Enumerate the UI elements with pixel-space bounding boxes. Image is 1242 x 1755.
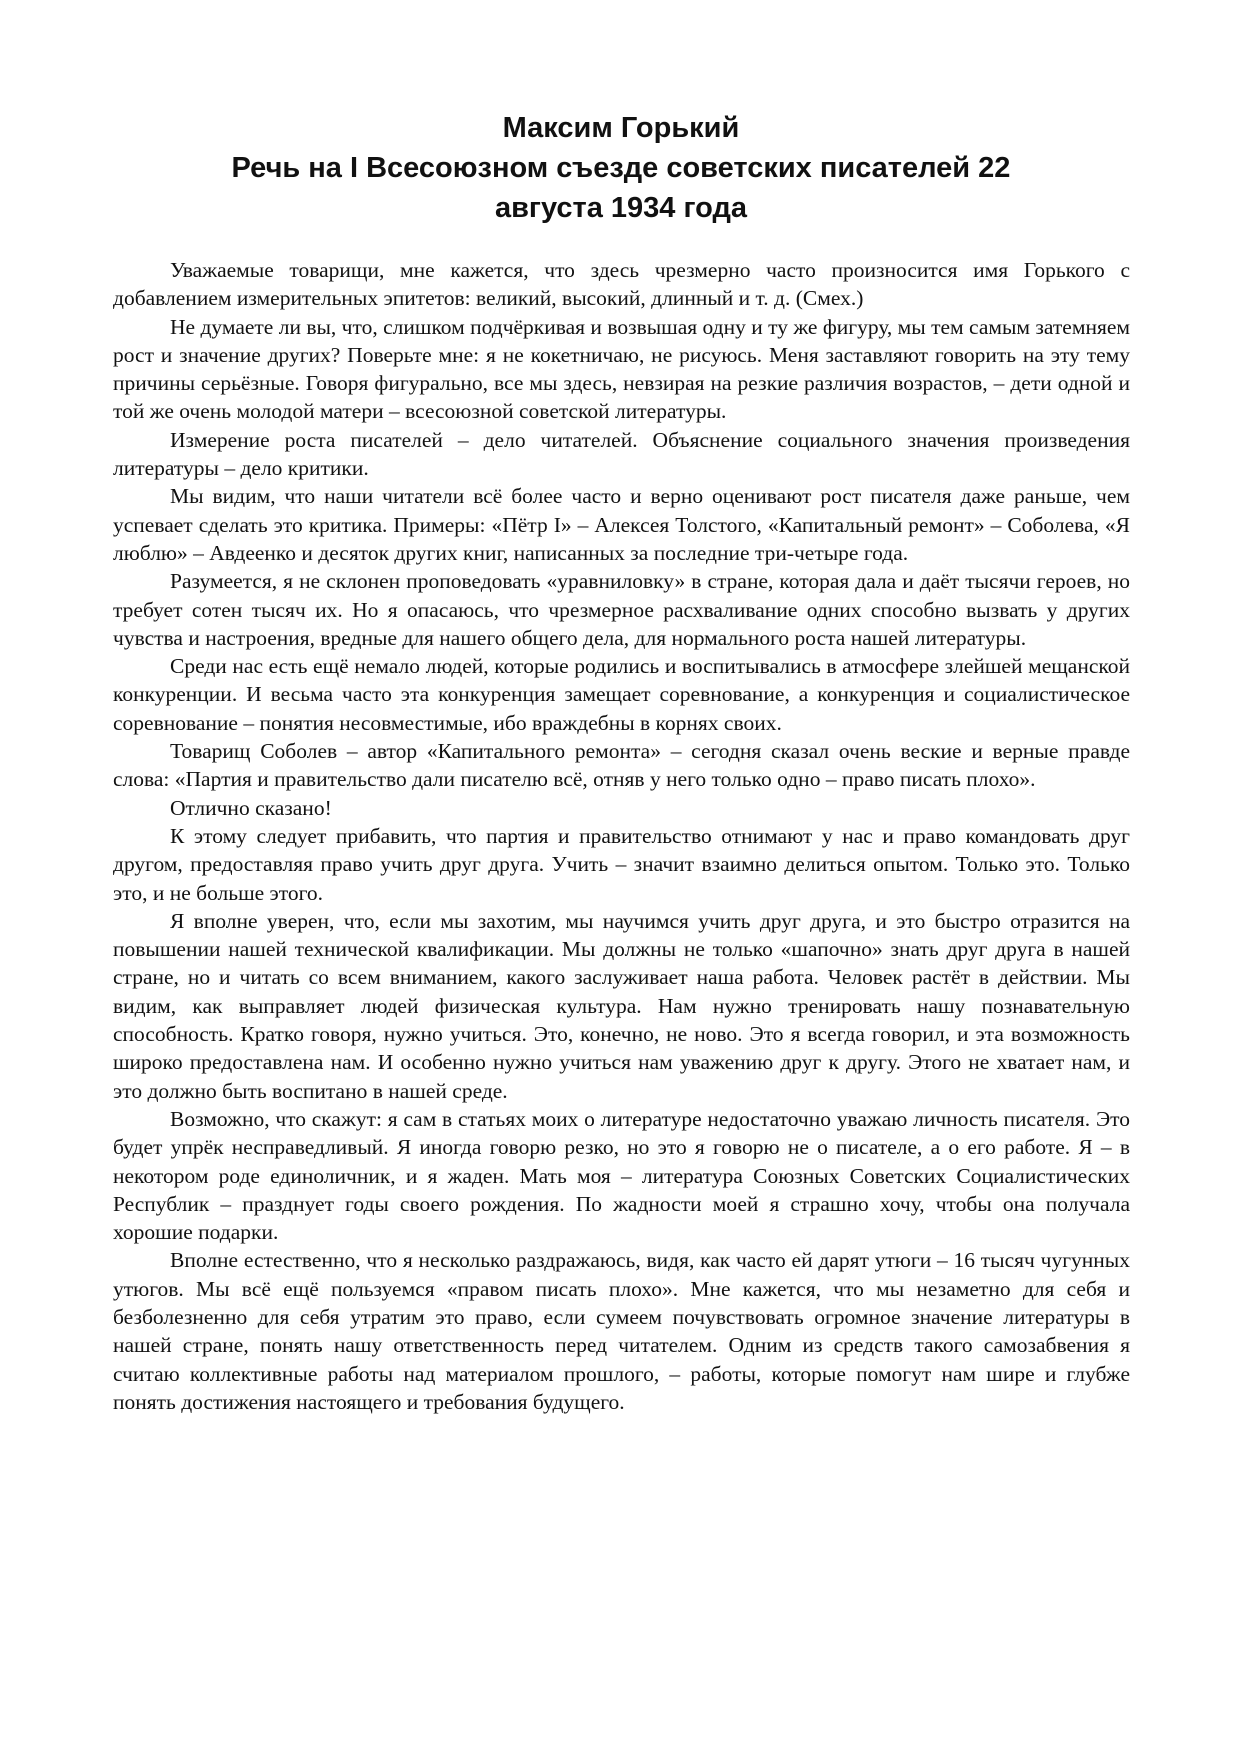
paragraph: Уважаемые товарищи, мне кажется, что здесь чрезмерно часто произносится имя Горького с добавлением измерительных эпитетов: великий, высокий, длинный и т. д. (Смех.) [113,258,1130,311]
paragraph: Измерение роста писателей – дело читателей. Объяснение социального значения произведения литературы – дело критики. [113,427,1130,481]
paragraph: Отлично сказано! [170,795,332,820]
paragraph: К этому следует прибавить, что партия и правительство отнимают у нас и право командовать друг другом, предоставляя право учить друг друга. Учить – значит взаимно делиться опытом. Только это. Только это, и не больше этого. [113,823,1130,905]
paragraph: Среди нас есть ещё немало людей, которые родились и воспитывались в атмосфере злейшей мещанской конкуренции. И весьма часто эта конкуренция замещает соревнование, а конкуренция и социалистическое соревнование – понятия несовместимые, ибо враждебны в корнях своих. [113,654,1130,735]
paragraph: Разумеется, я не склонен проповедовать «уравниловку» в стране, которая дала и даёт тысячи героев, но требует сотен тысяч их. Но я опасаюсь, что чрезмерное расхваливание одних способно вызвать у других чувства и настроения, вредные для нашего общего дела, для нормального роста нашей литературы. [113,569,1130,650]
paragraph: Не думаете ли вы, что, слишком подчёркивая и возвышая одну и ту же фигуру, мы тем самым затемняем рост и значение других? Поверьте мне: я не кокетничаю, не рисуюсь. Меня заставляют говорить на эту тему причины серьёзные. Говоря фигурально, все мы здесь, невзирая на резкие различия возрастов, – дети одной и той же очень молодой матери – всесоюзной советской литературы. [113,314,1130,424]
speech-body [113,256,1130,1416]
paragraph: Мы видим, что наши читатели всё более часто и верно оценивают рост писателя даже раньше, чем успевает сделать это критика. Примеры: «Пётр I» – Алексея Толстого, «Капитальный ремонт» – Соболева, «Я люблю» – Авдеенко и десяток других книг, написанных за последние три-четыре года. [113,484,1130,565]
speech-title-line-1: Речь на I Всесоюзном съезде советских писателей 22 [231,152,1011,184]
speech-title-line-2: августа 1934 года [494,192,748,224]
paragraph: Вполне естественно, что я несколько раздражаюсь, видя, как часто ей дарят утюги – 16 тысяч чугунных утюгов. Мы всё ещё пользуемся «правом писать плохо». Мне кажется, что мы незаметно для себя и безболезненно для себя утратим это право, если сумеем почувствовать огромное значение литературы в нашей стране, понять нашу ответственность перед читателем. Одним из средств такого самозабвения я считаю коллективные работы над материалом прошлого, – работы, которые помогут нам шире и глубже понять достижения настоящего и требования будущего. [113,1248,1130,1414]
paragraph: Товарищ Соболев – автор «Капитального ремонта» – сегодня сказал очень веские и верные правде слова: «Партия и правительство дали писателю всё, отняв у него только одно – право писать плохо». [113,739,1130,792]
author-name: Максим Горький [502,112,740,144]
paragraph: Возможно, что скажут: я сам в статьях моих о литературе недостаточно уважаю личность писателя. Это будет упрёк несправедливый. Я иногда говорю резко, но это я говорю не о писателе, а о его работе. Я – в некотором роде единоличник, и я жаден. Мать моя – литература Союзных Советских Социалистических Республик – празднует годы своего рождения. По жадности моей я страшно хочу, чтобы она получала хорошие подарки. [113,1106,1130,1245]
paragraph: Я вполне уверен, что, если мы захотим, мы научимся учить друг друга, и это быстро отразится на повышении нашей технической квалификации. Мы должны не только «шапочно» знать друг друга в нашей стране, но и читать со всем вниманием, какого заслуживает наша работа. Человек растёт в действии. Мы видим, как выправляет людей физическая культура. Нам нужно тренировать нашу познавательную способность. Кратко говоря, нужно учиться. Это, конечно, не ново. Это я всегда говорил, и эта возможность широко предоставлена нам. И особенно нужно учиться нам уважению друг к другу. Этого не хватает нам, и это должно быть воспитано в нашей среде. [113,908,1130,1103]
title-block [150,108,1092,228]
